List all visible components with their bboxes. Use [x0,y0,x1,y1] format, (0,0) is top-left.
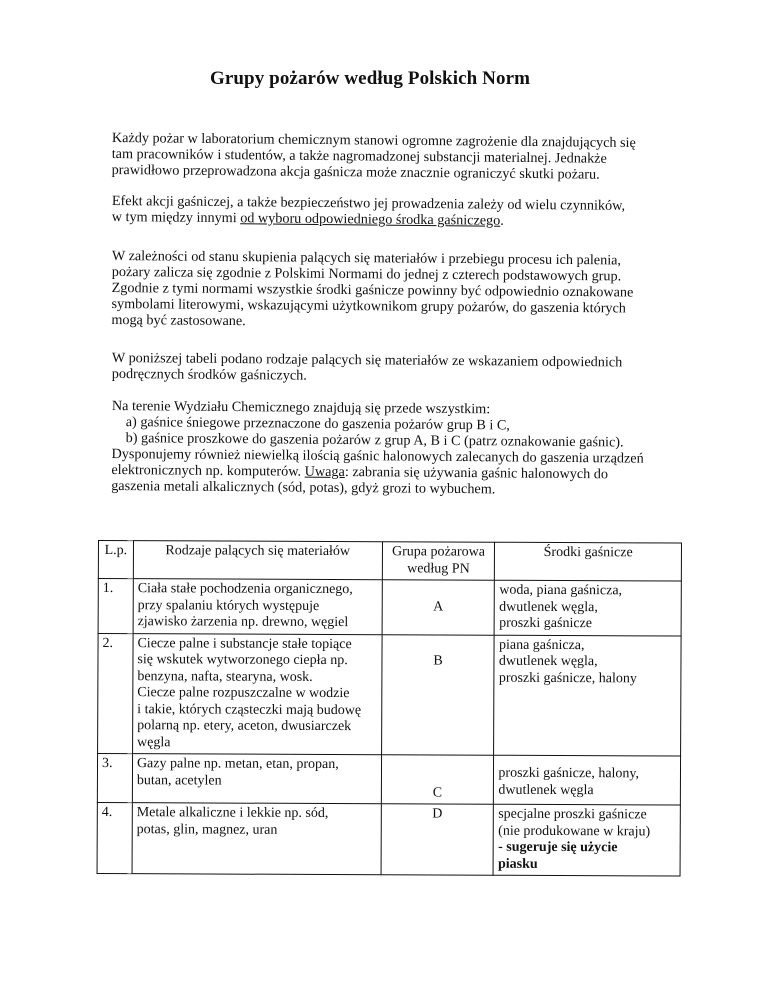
norms-paragraph [111,248,652,333]
cell-line: przy spalaniu których występuje [137,597,320,614]
text-line: prawidłowo przeprowadzona akcja gaśnicza może znacznie ograniczyć skutki pożaru. [111,161,600,183]
header-group [382,542,495,580]
text-line: Dysponujemy również niewielką ilością gaśnic halonowych zalecanych do gaszenia urządzeń [111,445,644,467]
text-line: Na terenie Wydziału Chemicznego znajdują się przede wszystkim: [111,398,491,418]
list-item: b) gaśnice proszkowe do gaszenia pożarów z grup A, B i C (patrz oznakowanie gaśnic). [125,430,624,451]
underlined-text: od wyboru odpowiedniego środka gaśniczego [240,210,501,229]
header-materials: Rodzaje palących się materiałów [133,541,382,580]
cell-line: Ciecze palne i substancje stałe topiące [137,635,352,652]
text-line: tam pracowników i studentów, a także nagromadzonej substancji materialnej. Jednakże [111,145,607,167]
text-segment: w tym między innymi [111,208,241,227]
list-item: a) gaśnice śniegowe przeznaczone do gaszenia pożarów grup B i C, [125,414,510,434]
page-title: Grupy pożarów według Polskich Norm [209,68,531,89]
cell-line: benzyna, nafta, stearyna, wosk. [137,668,313,685]
cell-materials [132,803,381,875]
cell-line: specjalne proszki gaśnicze [498,806,647,823]
cell-lp: 1. [98,579,133,634]
cell-materials [133,633,382,755]
header-group-line: Grupa pożarowa [391,544,485,560]
cell-materials [133,579,382,635]
text-line: podręcznych środków gaśniczych. [111,365,307,384]
cell-line: piana gaśnicza, [498,637,585,653]
cell-materials [132,754,381,804]
cell-agents [493,804,680,876]
cell-line: proszki gaśnicze, halony [498,670,637,686]
cell-line: Ciecze palne rozpuszczalne w wodzie [137,685,350,702]
cell-line: węgla [137,734,171,750]
cell-group [381,634,494,755]
cell-group [381,755,494,804]
text-line: gaszenia metali alkalicznych (sód, potas), gdyż grozi to wybuchem. [111,477,496,498]
text-line: W zależności od stanu skupienia palących się materiałów i przebiegu procesu ich palenia, [111,248,622,269]
cell-line: się wskutek wytworzonego ciepła np. [137,652,348,669]
extinguishing-paragraph [112,193,652,230]
sand-note: - sugeruje się użycie [498,839,618,856]
cell-line: i takie, których cząsteczki mają budowę [137,701,362,718]
table-row [98,579,681,636]
cell-group [382,580,495,635]
cell-lp: 2. [98,633,133,754]
header-group-line: według PN [407,560,470,577]
cell-agents [494,755,681,805]
intro-paragraph [112,130,652,183]
table-row [98,633,682,756]
cell-line: woda, piana gaśnicza, [499,582,623,599]
table-intro-paragraph [112,350,652,387]
text-line: mogą być zastosowane. [111,311,246,330]
group-letter: D [432,806,443,822]
text-line: pożary zalicza się zgodnie z Polskimi Normami do jednej z czterech podstawowych grup. [111,263,622,285]
text-line: Każdy pożar w laboratorium chemicznym stanowi ogromne zagrożenie dla znajdujących się [111,130,636,152]
cell-line: Gazy palne np. metan, etan, propan, [136,756,339,773]
text-line: symbolami literowymi, wskazującymi użytkownikom grupy pożarów, do gaszenia których [111,295,627,317]
group-letter: B [433,652,443,669]
cell-group [381,804,494,875]
cell-line: butan, acetylen [136,772,222,789]
cell-lp: 3. [97,754,132,803]
group-letter: C [432,784,443,801]
header-lp: L.p. [98,541,133,579]
cell-line: Metale alkaliczne i lekkie np. sód, [136,805,329,822]
text-line: W poniższej tabeli podano rodzaje palących się materiałów ze wskazaniem odpowiednich [111,350,623,371]
text-segment: . [500,212,504,229]
cell-agents [495,580,682,635]
cell-line: (nie produkowane w kraju) [498,823,651,839]
warning-label: Uwaga [304,463,345,481]
text-segment: elektronicznych np. komputerów. [111,461,305,480]
cell-line: dwutlenek węgla, [499,599,598,615]
cell-lp: 4. [97,802,132,873]
group-letter: A [433,598,444,615]
cell-line: Ciała stałe pochodzenia organicznego, [137,581,353,598]
text-line: Zgodnie z tymi normami wszystkie środki gaśnicze powinny być odpowiednio oznakowane [111,279,634,301]
cell-line: proszki gaśnicze, halony, [498,765,640,782]
text-line: Efekt akcji gaśniczej, a także bezpieczeństwo jej prowadzenia zależy od wielu czynników, [111,193,626,214]
cell-line: proszki gaśnicze [499,615,593,632]
cell-line: potas, glin, magnez, uran [136,821,278,838]
cell-agents [494,635,681,756]
text-segment: : zabrania się używania gaśnic halonowych do [344,464,609,483]
header-agents: Środki gaśnicze [495,542,682,581]
cell-line: dwutlenek węgla [498,782,594,798]
table-row [97,754,680,806]
cell-line: polarną np. etery, aceton, dwusiarczek [137,718,352,735]
table-row [97,802,680,876]
table-header-row [98,541,681,582]
cell-line: zjawisko żarzenia np. drewno, węgiel [137,614,349,631]
fire-groups-table [97,540,682,877]
sand-note: piasku [497,856,538,872]
cell-line: dwutlenek węgla, [498,653,598,670]
faculty-paragraph [111,398,652,499]
